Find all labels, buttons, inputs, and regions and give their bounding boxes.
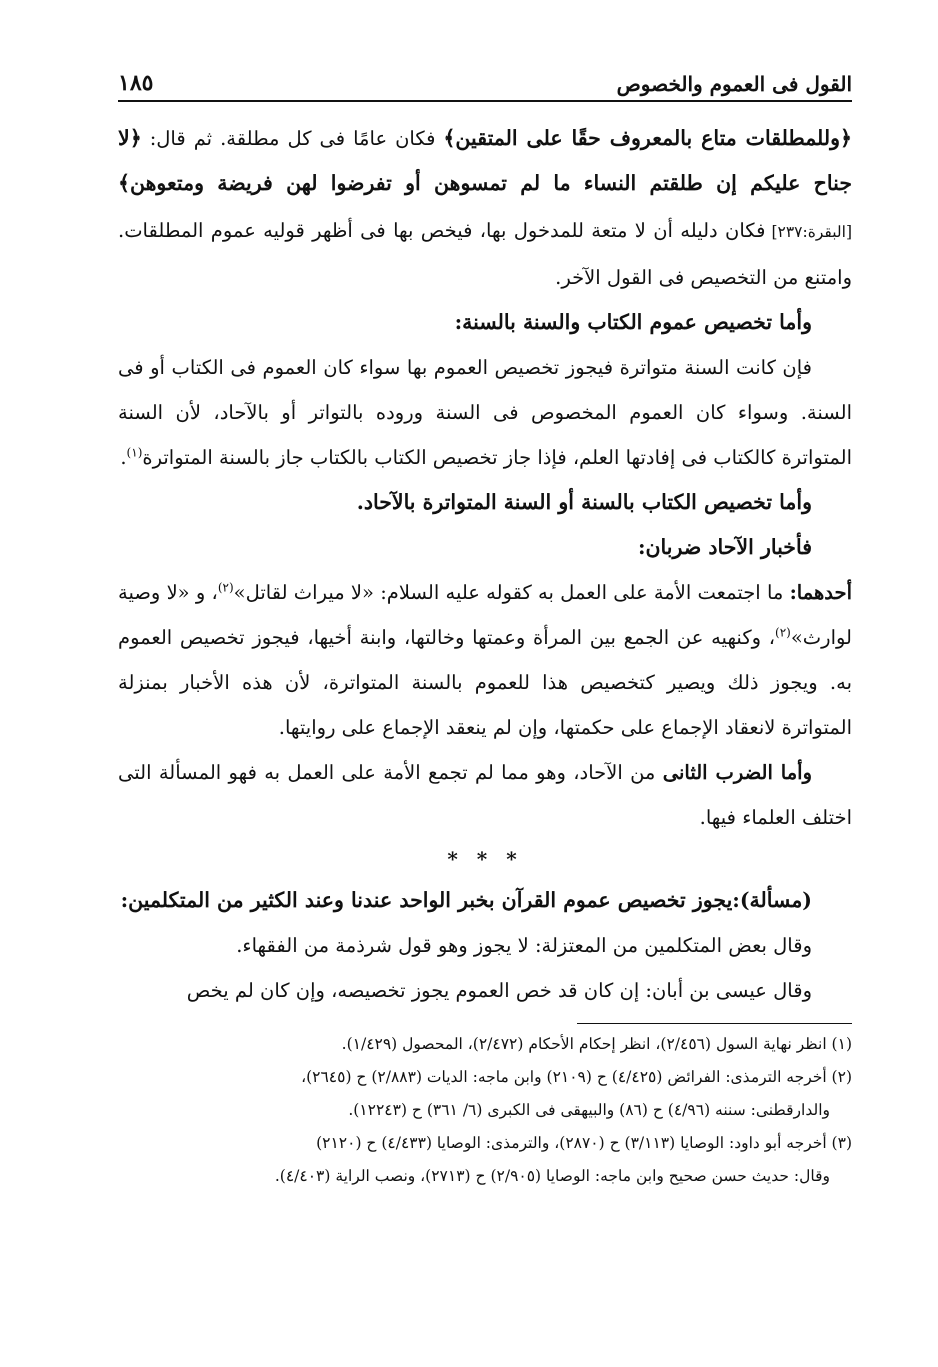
issue-heading xyxy=(118,878,852,923)
page-header xyxy=(118,62,852,96)
footnote-marker[interactable]: (١) xyxy=(126,445,143,460)
footnote-rule xyxy=(577,1023,852,1024)
paragraph-text: فإن كانت السنة متواترة فيجوز تخصيص العموم بها سواء كان العموم فى الكتاب أو فى السنة. وسواء كان العموم المخصوص فى السنة وروده بالتواتر أو بالآحاد، لأن السنة المتواترة كالكتاب فى إفادتها العلم، فإذا جاز تخصيص الكتاب بالكتاب جاز بالسنة المتواترة xyxy=(118,356,852,469)
book-page xyxy=(118,62,852,1327)
paragraph-1 xyxy=(118,116,852,300)
footnote-1: (١) انظر نهاية السول (٢/٤٥٦)، انظر إحكام الأحكام (٢/٤٧٢)، المحصول (١/٤٢٩). xyxy=(341,1035,852,1053)
paragraph-3 xyxy=(118,570,852,750)
lead-term: أحدهما: xyxy=(789,581,853,604)
quran-verse: ﴿وللمطلقات متاع بالمعروف حقًا على المتقين﴾ xyxy=(443,126,852,150)
footnote-3-continuation: وقال: حديث حسن صحيح وابن ماجه: الوصايا (٢/٩٠٥) ح (٢٧١٣)، ونصب الراية (٤/٤٠٣). xyxy=(274,1167,830,1185)
paragraph-7: وقال عيسى بن أبان: إن كان قد خص العموم يجوز تخصيصه، وإن كان لم يخص xyxy=(186,979,812,1002)
paragraph-text: ، و «لا وصية لوارث» xyxy=(118,581,852,649)
paragraph-text: فكان دليله أن لا متعة للمدخول بها، فيخص بها فى أظهر قوليه عموم المطلقات. وامتنع من التخصيص فى القول الآخر. xyxy=(118,219,852,289)
section-heading: وأما تخصيص عموم الكتاب والسنة بالسنة: xyxy=(454,310,812,334)
footnote-marker[interactable]: (٢) xyxy=(217,580,234,595)
verse-reference: [البقرة:٢٣٧] xyxy=(765,223,852,241)
lead-term: وأما الضرب الثانى xyxy=(662,761,812,784)
paragraph-text: فكان عامًا فى كل مطلقة. ثم قال: xyxy=(141,127,444,150)
footnotes xyxy=(118,1028,852,1193)
header-rule xyxy=(118,100,852,102)
footnote-2: (٢) أخرجه الترمذى: الفرائض (٤/٤٢٥) ح (٢١٠٩) وابن ماجه: الديات (٢/٨٨٣) ح (٢٦٤٥)، xyxy=(301,1068,852,1086)
quran-verse: ﴿لا جناح عليكم إن طلقتم النساء ما لم تمسوهن أو تفرضوا لهن فريضة ومتعوهن﴾ xyxy=(118,126,852,195)
paragraph-text: . xyxy=(120,446,127,469)
paragraph-text: ، وكنهيه عن الجمع بين المرأة وعمتها وخالتها، وابنة أخيها، فيجوز تخصيص العموم به. ويجوز ذلك ويصير كتخصيص هذا للعموم بالسنة المتواترة، لأن هذه الأخبار بمنزلة المتواترة لانعقاد الإجماع على حكمتها، وإن لم ينعقد الإجماع على روايتها. xyxy=(118,626,852,739)
paragraph-text: ما اجتمعت الأمة على العمل به كقوله عليه السلام: «لا ميراث لقاتل» xyxy=(233,581,790,604)
main-text xyxy=(118,116,852,1013)
paragraph-4 xyxy=(118,750,852,840)
issue-label: (مسألة): xyxy=(732,888,812,912)
footnote-2-continuation: والدارقطنى: سننه (٤/٩٦) ح (٨٦) والبيهقى فى الكبرى (٦/ ٣٦١) ح (١٢٢٤٣). xyxy=(348,1101,830,1119)
page-number: ١٨٥ xyxy=(118,70,154,96)
section-heading: وأما تخصيص الكتاب بالسنة أو السنة المتواترة بالآحاد. xyxy=(356,490,812,514)
paragraph-6: وقال بعض المتكلمين من المعتزلة: لا يجوز وهو قول شرذمة من الفقهاء. xyxy=(236,934,812,957)
section-heading: فأخبار الآحاد ضربان: xyxy=(637,535,812,559)
issue-title: يجوز تخصيص عموم القرآن بخبر الواحد عندنا وعند الكثير من المتكلمين: xyxy=(120,888,733,912)
paragraph-2 xyxy=(118,345,852,480)
footnote-3: (٣) أخرجه أبو داود: الوصايا (٣/١١٣) ح (٢٨٧٠)، والترمذى: الوصايا (٤/٤٣٣) ح (٢١٢٠) xyxy=(316,1134,852,1152)
footnote-marker[interactable]: (٢) xyxy=(775,625,791,640)
paragraph-text: من الآحاد، وهو مما لم تجمع الأمة على العمل به فهو المسألة التى اختلف العلماء فيها. xyxy=(118,761,852,829)
running-title: القول فى العموم والخصوص xyxy=(616,72,852,96)
section-separator: * * * xyxy=(447,847,523,871)
